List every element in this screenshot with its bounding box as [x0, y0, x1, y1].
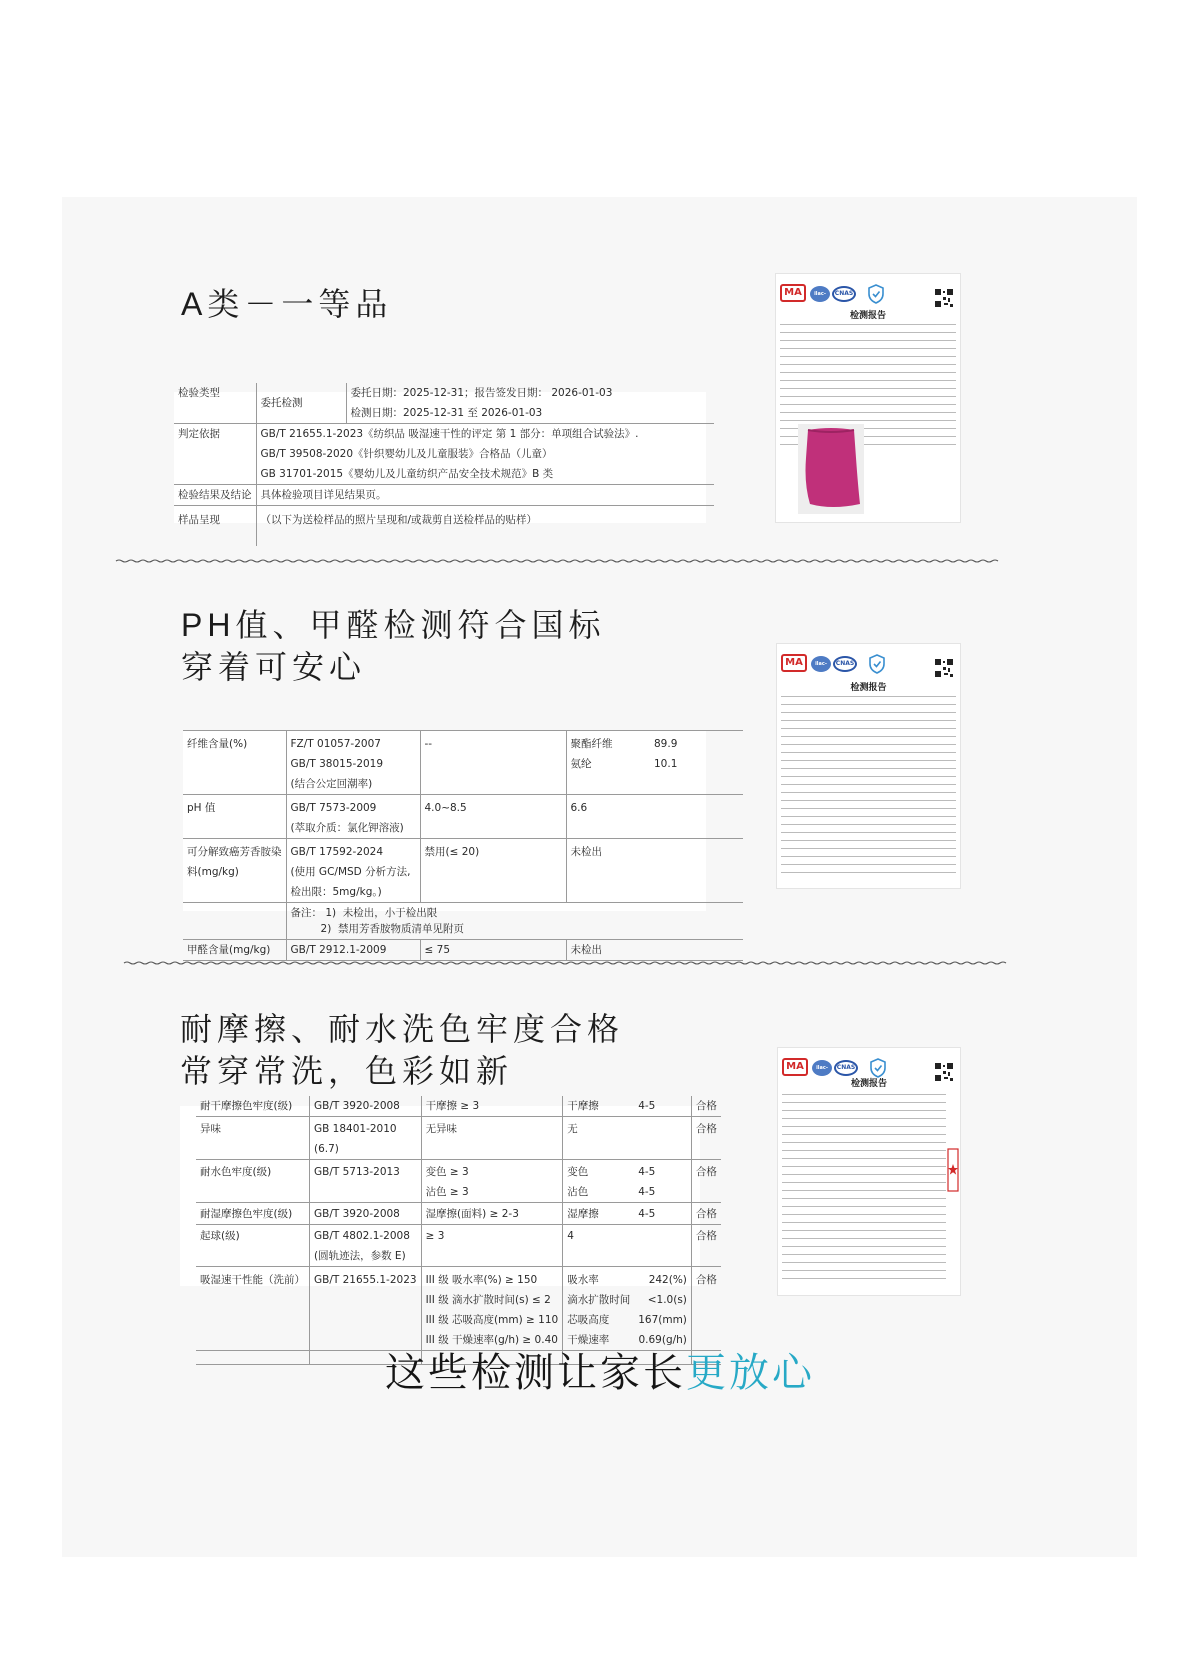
table-row: III 级 芯吸高度(mm) ≥ 110 芯吸高度 167(mm) — [196, 1310, 721, 1330]
table-row: (结合公定回潮率) — [183, 774, 743, 795]
red-seal-icon — [947, 1148, 959, 1192]
report-table-2 — [183, 730, 743, 961]
ma-logo: MA — [780, 284, 806, 302]
cnas-logo: CNAS — [833, 656, 857, 672]
report-thumbnail-2: MA ilac-MRA CNAS 检测报告 — [776, 643, 961, 889]
fabric-sample-photo — [798, 424, 864, 514]
shield-icon — [868, 284, 884, 304]
table-row: 异味 GB 18401-2010 无异味 无 合格 — [196, 1117, 721, 1140]
table-row: 甲醛含量(mg/kg) GB/T 2912.1-2009 ≤ 75 未检出 — [183, 940, 743, 961]
table-row: 起球(级) GB/T 4802.1-2008 ≥ 3 4 合格 — [196, 1225, 721, 1247]
table-row: GB/T 38015-2019 氨纶 10.1 — [183, 754, 743, 774]
certification-logos — [777, 652, 960, 683]
table-row: pH 值 GB/T 7573-2009 4.0~8.5 6.6 — [183, 795, 743, 819]
report-table-1 — [174, 383, 714, 546]
section-2-title: PH值、甲醛检测符合国标 穿着可安心 — [181, 607, 606, 685]
table-row: III 级 干燥速率(g/h) ≥ 0.40 干燥速率 0.69(g/h) — [196, 1330, 721, 1351]
table-row: 耐湿摩擦色牢度(级) GB/T 3920-2008 湿摩擦(面料) ≥ 2-3 湿摩擦 4-5 合格 — [196, 1203, 721, 1225]
report-thumbnail-3: MA ilac-MRA CNAS 检测报告 — [777, 1047, 961, 1296]
shield-icon — [869, 654, 885, 674]
table-row: 检出限：5mg/kg。) — [183, 882, 743, 903]
report-thumbnail-1: MA ilac-MRA CNAS 检测报告 — [775, 273, 961, 523]
certification-logos — [776, 282, 960, 313]
table-row: 备注： 1) 未检出，小于检出限 2) 禁用芳香胺物质清单见附页 — [183, 903, 743, 940]
table-row: (萃取介质：氯化钾溶液) — [183, 818, 743, 839]
table-row: 检测日期：2025-12-31 至 2026-01-03 — [174, 403, 714, 424]
table-row: 沾色 ≥ 3 沾色 4-5 — [196, 1182, 721, 1203]
table-row: 耐水色牢度(级) GB/T 5713-2013 变色 ≥ 3 变色 4-5 合格 — [196, 1160, 721, 1183]
report-excerpt-1 — [174, 387, 706, 526]
divider-2 — [124, 961, 1008, 965]
table-row: 纤维含量(%) FZ/T 01057-2007 -- 聚酯纤维 89.9 — [183, 731, 743, 755]
table-row: (圆轨迹法，参数 E) — [196, 1246, 721, 1267]
tagline-accent: 更放心 — [686, 1351, 815, 1395]
ma-logo: MA — [782, 1058, 808, 1076]
table-row: 耐干摩擦色牢度(级) GB/T 3920-2008 干摩擦 ≥ 3 干摩擦 4-5 合格 — [196, 1096, 721, 1117]
table-row: 判定依据 GB/T 21655.1-2023《纺织品 吸湿速干性的评定 第 1 部分：单项组合试验法》. — [174, 424, 714, 445]
table-row: 检验结果及结论 具体检验项目详见结果页。 — [174, 485, 714, 506]
report-excerpt-3 — [180, 1100, 717, 1346]
shield-icon — [870, 1058, 886, 1078]
ilac-logo: ilac-MRA — [810, 286, 830, 302]
ilac-logo: ilac-MRA — [812, 1060, 832, 1076]
table-row: 可分解致癌芳香胺染 GB/T 17592-2024 禁用(≤ 20) 未检出 — [183, 839, 743, 863]
section-1-title: A类－一等品 — [181, 286, 393, 322]
table-row: 检验类型 委托检测 委托日期：2025-12-31；报告签发日期： 2026-01-03 — [174, 383, 714, 403]
table-row: 样品呈现 （以下为送检样品的照片呈现和/或裁剪自送检样品的贴样） — [174, 506, 714, 546]
section-3-title: 耐摩擦、耐水洗色牢度合格 常穿常洗，色彩如新 — [180, 1011, 625, 1089]
divider-1 — [116, 559, 1000, 563]
cnas-logo: CNAS — [834, 1060, 858, 1076]
ilac-logo: ilac-MRA — [811, 656, 831, 672]
table-row: GB 31701-2015《婴幼儿及儿童纺织产品安全技术规范》B 类 — [174, 464, 714, 485]
cnas-logo: CNAS — [832, 286, 856, 302]
table-row: (6.7) — [196, 1139, 721, 1160]
table-row: III 级 滴水扩散时间(s) ≤ 2 滴水扩散时间 <1.0(s) — [196, 1290, 721, 1310]
table-row: 料(mg/kg) (使用 GC/MSD 分析方法, — [183, 862, 743, 882]
closing-tagline: 这些检测让家长更放心 — [385, 1351, 815, 1395]
table-row: GB/T 39508-2020《针织婴幼儿及儿童服装》合格品（儿童） — [174, 444, 714, 464]
qr-code-icon — [934, 288, 954, 308]
table-row: 吸湿速干性能（洗前） GB/T 21655.1-2023 III 级 吸水率(%) ≥ 150 吸水率 242(%) 合格 — [196, 1267, 721, 1291]
report-excerpt-2 — [183, 730, 706, 956]
qr-code-icon — [934, 658, 954, 678]
report-table-3 — [196, 1096, 721, 1365]
ma-logo: MA — [781, 654, 807, 672]
